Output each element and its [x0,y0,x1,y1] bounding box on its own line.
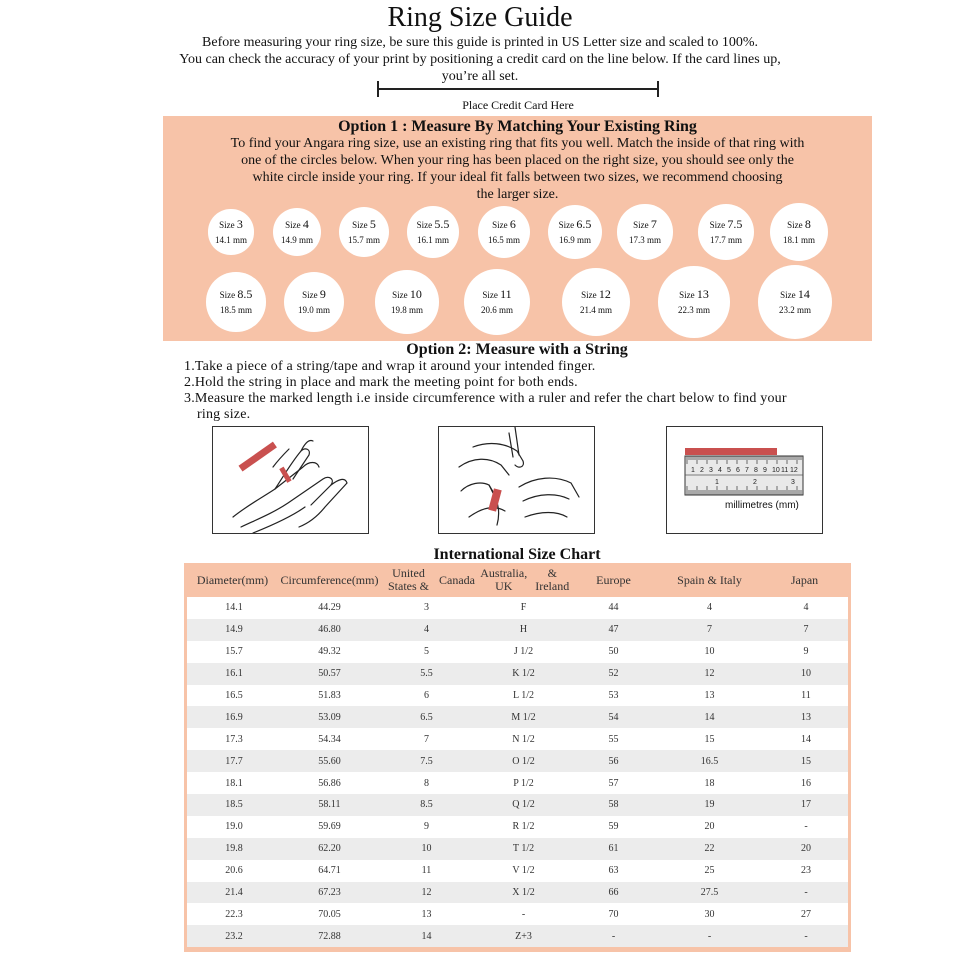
ring-size-circle [770,203,828,261]
table-cell: L 1/2 [512,690,534,701]
table-cell: 53 [608,690,619,701]
table-cell: 22 [704,843,715,855]
ring-size-word: Size [416,220,435,231]
option2-title: Option 2: Measure with a String [406,341,628,358]
ruler-top-label: 4 [718,467,722,474]
credit-card-guide-line [378,88,658,90]
table-cell: 54 [608,711,619,723]
table-cell: 17.3 [225,733,243,745]
ring-size-word: Size [558,220,577,231]
ring-size-circle [758,265,832,339]
table-cell: 56 [608,755,619,767]
table-cell: 13 [801,711,811,723]
table-cell: 25 [704,865,715,877]
table-cell: - [804,887,808,899]
table-cell: 50.57 [318,668,341,680]
table-cell: 9 [424,821,429,833]
table-row [187,772,848,794]
table-cell: 14.9 [225,624,243,636]
table-cell: 70.05 [318,908,341,920]
ring-size-number: 5 [369,217,376,232]
table-cell: 23.2 [225,930,243,942]
table-cell: 44.29 [318,602,341,614]
option1-text: one of the circles below. When your ring has been placed on the right size, you should see only the [241,153,794,168]
ring-size-number: 11 [500,287,512,302]
chart-header-text: & Ireland [535,566,570,593]
ring-size-word: Size [709,220,728,231]
option1-title: Option 1 : Measure By Matching Your Existing Ring [338,118,697,135]
ring-size-mm: 16.1 mm [416,235,449,246]
chart-header-text: Australia, UK [480,566,528,593]
table-cell: 13 [704,690,715,701]
ring-size-mm: 22.3 mm [677,305,710,316]
table-cell: 27 [801,908,811,920]
ring-size-label [679,287,709,302]
chart-header-text: United States & [388,566,429,593]
ring-size-number: 4 [302,217,309,232]
table-cell: 18.1 [225,777,243,789]
ring-size-word: Size [302,290,320,301]
table-cell: 16.9 [225,711,243,723]
table-cell: 44 [608,602,619,614]
table-cell: - [521,908,526,920]
table-cell: 8 [424,777,429,789]
ring-size-word: Size [492,220,510,231]
ring-size-number: 9 [319,287,326,302]
table-cell: 63 [608,865,619,877]
table-cell: 8.5 [420,799,433,811]
option1-text: white circle inside your ring. If your ideal fit falls between two sizes, we recommend choosing [252,170,783,185]
ring-size-mm: 14.9 mm [280,235,313,246]
table-cell: 15.7 [225,646,243,658]
hands-marking-icon [439,427,594,533]
table-cell: 14 [704,711,715,723]
table-cell: 6.5 [420,711,433,723]
table-cell: 7.5 [420,755,433,767]
table-cell: 11 [421,865,432,877]
ring-size-circle [208,209,253,254]
ring-size-label [780,287,810,302]
table-cell: 14 [801,733,811,745]
size-chart [184,563,851,952]
ring-size-label [392,287,422,302]
ring-size-mm: 15.7 mm [347,235,380,246]
ring-size-word: Size [679,290,697,301]
ring-size-label [710,217,743,232]
ring-size-number: 6.5 [576,217,592,232]
table-cell: 7 [707,624,712,636]
ring-size-label [581,287,611,302]
ring-size-mm: 16.5 mm [487,235,520,246]
ring-size-mm: 17.3 mm [628,235,661,246]
ring-size-label [787,217,811,232]
table-cell: 72.88 [318,930,341,942]
ring-size-circle [464,269,530,335]
ring-size-circle [548,205,602,259]
ring-size-circle [206,272,265,331]
ring-size-circle [407,206,459,258]
chart-header-cell [655,563,764,597]
table-cell: - [707,930,712,942]
table-cell: 18 [704,777,715,789]
table-cell: 16.5 [700,755,719,767]
chart-header-text: Spain & Italy [677,572,742,587]
ring-size-mm: 21.4 mm [579,305,612,316]
ruler-top-label: 3 [709,467,713,474]
ring-size-number: 12 [598,287,611,302]
table-cell: 47 [608,624,619,636]
table-cell: O 1/2 [512,755,535,767]
ring-size-circle [658,266,729,337]
table-cell: 18.5 [225,799,243,811]
table-cell: 20 [704,821,715,833]
table-cell: N 1/2 [512,733,535,745]
table-cell: 16.1 [225,668,243,680]
table-cell: 12 [704,668,715,680]
table-cell: - [611,930,616,942]
table-cell: 62.20 [318,843,341,855]
option2-step: 1.Take a piece of a string/tape and wrap it around your intended finger. [184,359,596,374]
table-row [187,706,848,728]
ring-size-label [302,287,326,302]
table-cell: 51.83 [318,690,341,701]
table-cell: 52 [608,668,619,680]
ruler-top-label: 1 [691,467,695,474]
table-cell: 21.4 [225,887,243,899]
table-cell: 7 [424,733,429,745]
ruler-top-label: 5 [727,467,731,474]
table-cell: 59 [608,821,619,833]
table-cell: 10 [704,646,715,658]
ring-size-label [633,217,657,232]
option2-step: ring size. [197,407,251,422]
table-cell: 4 [707,602,712,614]
ring-size-number: 7.5 [727,217,743,232]
ring-size-number: 13 [696,287,709,302]
table-row [187,882,848,904]
table-cell: 12 [421,887,432,899]
ring-size-circle [478,206,531,259]
ruler-top-label: 8 [754,467,758,474]
ring-size-circle [562,268,630,336]
table-cell: F [520,602,527,614]
table-cell: - [804,930,808,942]
intro-line: Before measuring your ring size, be sure this guide is printed in US Letter size and scaled to 100%. [202,35,758,50]
chart-header-cell [378,563,475,597]
size-chart-title: International Size Chart [433,546,601,563]
table-row [187,685,848,707]
ring-size-word: Size [285,220,303,231]
table-cell: 16 [801,777,811,789]
ring-size-number: 6 [509,217,516,232]
table-cell: T 1/2 [512,843,535,855]
ring-size-word: Size [392,290,410,301]
table-row [187,816,848,838]
table-row [187,641,848,663]
table-cell: 58 [608,799,619,811]
table-cell: 49.32 [318,646,341,658]
chart-header-cell [764,563,845,597]
ring-size-number: 10 [409,287,422,302]
table-cell: 57 [608,777,619,789]
table-row [187,903,848,925]
table-cell: 19 [704,799,715,811]
ring-size-label [417,217,450,232]
ring-size-circle [375,270,438,333]
table-cell: M 1/2 [511,711,536,723]
ring-size-number: 8 [804,217,811,232]
table-cell: 59.69 [318,821,341,833]
ring-size-mm: 18.5 mm [219,305,252,316]
table-cell: 66 [608,887,619,899]
ring-size-circle [617,204,672,259]
table-cell: 50 [608,646,619,658]
option1-text: To find your Angara ring size, use an existing ring that fits you well. Match the inside of that ring with [230,136,805,151]
ruler-illustration [666,426,823,534]
table-row [187,597,848,619]
ring-size-circle [698,204,755,261]
table-cell: 58.11 [318,799,341,811]
ruler-units-label: millimetres (mm) [725,500,799,511]
wrap-finger-illustration [212,426,369,534]
ring-size-word: Size [482,290,501,301]
ring-size-mm: 19.0 mm [297,305,330,316]
table-cell: 13 [421,908,432,920]
option2-step: 2.Hold the string in place and mark the meeting point for both ends. [184,375,578,390]
option1-panel [163,116,872,341]
ring-size-word: Size [219,220,237,231]
table-cell: 70 [608,908,619,920]
ruler-bottom-label: 2 [753,479,757,486]
table-cell: - [804,821,808,833]
credit-card-guide-right-tick [657,81,659,97]
chart-header-text: (mm) [351,572,379,587]
ring-size-label [492,217,516,232]
ring-size-mm: 20.6 mm [480,305,513,316]
table-cell: 56.86 [318,777,341,789]
table-row [187,794,848,816]
table-cell: 17.7 [225,755,243,767]
ruler-top-label: 6 [736,467,740,474]
intro-line: You can check the accuracy of your print by positioning a credit card on the line below. If the card lines up, [179,52,781,67]
option1-text: the larger size. [476,187,559,202]
table-row [187,663,848,685]
ring-size-mm: 23.2 mm [778,305,811,316]
credit-card-label: Place Credit Card Here [462,98,574,112]
ring-size-label [482,287,511,302]
ring-size-number: 3 [236,217,243,232]
ruler-bottom-label: 3 [791,479,795,486]
table-cell: H [519,624,528,636]
table-cell: 6 [424,690,429,701]
ring-size-circle [339,207,389,257]
table-cell: Z+3 [515,930,532,942]
table-cell: 22.3 [225,908,243,920]
chart-header-text: (mm) [241,572,269,587]
table-row [187,838,848,860]
ruler-icon [667,427,822,533]
ring-size-word: Size [780,290,798,301]
table-cell: 64.71 [318,865,341,877]
table-cell: 16.5 [225,690,243,701]
size-chart-body [187,597,848,947]
ring-size-mm: 17.7 mm [709,235,742,246]
chart-header-cell [184,563,281,597]
ring-size-mm: 14.1 mm [214,235,247,246]
table-cell: 5.5 [420,668,433,680]
ring-size-mm: 16.9 mm [558,235,591,246]
table-cell: 11 [801,690,811,701]
table-cell: 5 [424,646,429,658]
table-row [187,860,848,882]
option2-step: 3.Measure the marked length i.e inside circumference with a ruler and refer the chart below to find your [184,391,787,406]
table-cell: 61 [608,843,619,855]
ruler-top-label: 11 [781,467,789,474]
ring-size-label [285,217,309,232]
table-cell: J 1/2 [513,646,534,658]
table-cell: 10 [421,843,432,855]
table-cell: 17 [801,799,811,811]
table-cell: 55.60 [318,755,341,767]
ruler-bottom-label: 1 [715,479,719,486]
ring-size-word: Size [581,290,599,301]
table-cell: 54.34 [318,733,341,745]
ring-size-mm: 18.1 mm [782,235,815,246]
ring-size-word: Size [633,220,651,231]
table-cell: 20 [801,843,811,855]
table-cell: R 1/2 [512,821,535,833]
table-cell: 46.80 [318,624,341,636]
mark-string-illustration [438,426,595,534]
ring-size-mm: 19.8 mm [390,305,423,316]
ring-size-label [559,217,592,232]
ring-size-number: 14 [797,287,810,302]
table-cell: 30 [704,908,715,920]
ring-size-label [352,217,376,232]
chart-header-text: Canada [439,572,475,587]
table-cell: V 1/2 [512,865,535,877]
table-row [187,619,848,641]
ring-size-number: 8.5 [237,287,253,302]
intro-line: you’re all set. [441,69,519,84]
ring-size-circle [273,208,321,256]
table-cell: 19.0 [225,821,243,833]
ruler-top-label: 2 [700,467,704,474]
table-cell: 7 [803,624,809,636]
ring-size-word: Size [219,290,238,301]
page-title: Ring Size Guide [387,2,573,33]
table-cell: 53.09 [318,711,341,723]
table-cell: P 1/2 [513,777,534,789]
table-cell: 55 [608,733,619,745]
table-cell: 10 [801,668,811,680]
table-cell: 9 [803,646,809,658]
table-cell: 4 [803,602,809,614]
ring-size-label [220,287,253,302]
table-row [187,925,848,947]
table-cell: 4 [424,624,429,636]
ring-size-label [219,217,243,232]
ruler-top-label: 12 [790,467,798,474]
table-cell: K 1/2 [512,668,535,680]
ring-size-circle [284,272,345,333]
table-cell: 19.8 [225,843,243,855]
table-cell: 14.1 [225,602,243,614]
table-cell: 27.5 [700,887,719,899]
ruler-top-label: 10 [772,467,780,474]
size-chart-header [184,563,851,597]
ruler-top-label: 7 [745,467,749,474]
chart-header-text: Circumference [280,572,352,587]
table-row [187,728,848,750]
table-cell: X 1/2 [512,887,535,899]
chart-header-cell [475,563,572,597]
table-cell: 23 [801,865,811,877]
table-cell: 3 [424,602,429,614]
chart-header-text: Diameter [196,572,242,587]
table-row [187,750,848,772]
table-cell: 14 [421,930,432,942]
table-cell: 15 [801,755,811,767]
credit-card-guide-left-tick [377,81,379,97]
hand-with-tape-icon [213,427,368,533]
ring-size-number: 7 [650,217,657,232]
ring-size-word: Size [787,220,805,231]
chart-header-cell [572,563,655,597]
ring-size-number: 5.5 [434,217,450,232]
ruler-top-label: 9 [763,467,767,474]
chart-header-text: Japan [790,572,819,587]
table-cell: Q 1/2 [512,799,535,811]
chart-header-cell [281,563,378,597]
chart-header-text: Europe [596,572,631,587]
ring-size-word: Size [352,220,370,231]
table-cell: 15 [704,733,715,745]
table-cell: 20.6 [225,865,243,877]
table-cell: 67.23 [318,887,341,899]
